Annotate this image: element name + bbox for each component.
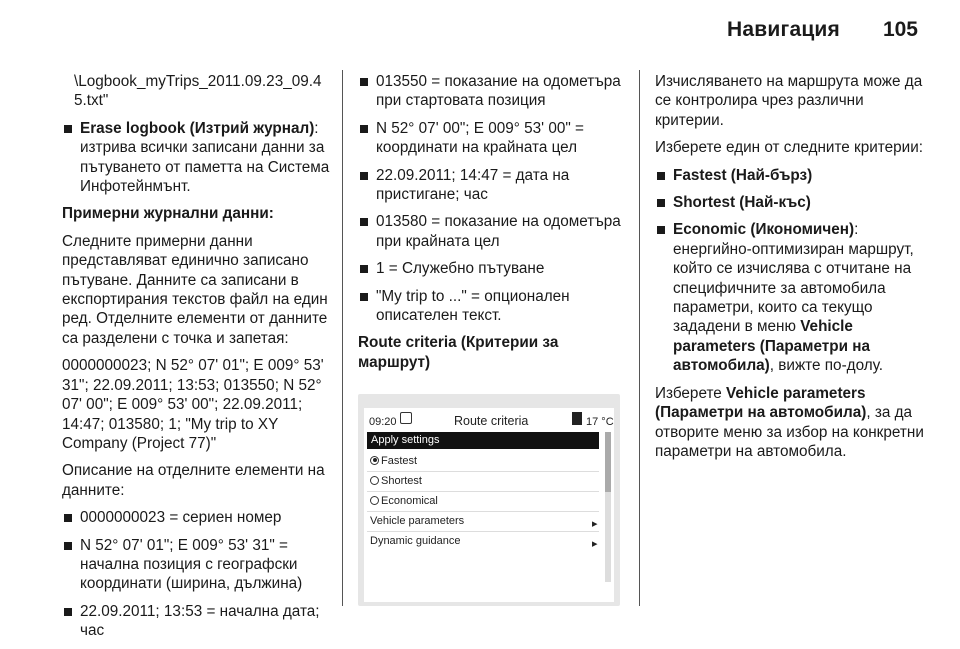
list-item (62, 602, 334, 641)
list-item-text: 013580 = показание на одометъра при крайната цел (376, 213, 621, 250)
bullet-icon (64, 125, 72, 133)
back-icon (400, 412, 412, 424)
sample-record: 0000000023; N 52° 07' 01"; E 009° 53' 31"; 22.09.2011; 13:53; 013550; N 52° 07' 00"; E 009° 53' 00"; 22.09.2011; 14:47; 013580; 1; "My trip to XY Company (Project 77)" (62, 357, 324, 452)
list-item-text: 0000000023 = сериен номер (80, 509, 282, 527)
bullet-icon (657, 199, 665, 207)
file-path-continuation: \Logbook_myTrips_2011.09.23_09.45.txt" (74, 73, 322, 110)
choose-text: Изберете един от следните критерии: (655, 139, 923, 157)
option-shortest (370, 472, 422, 490)
column-divider (639, 70, 640, 606)
list-item (358, 212, 628, 251)
list-item-text: N 52° 07' 01"; E 009° 53' 31" = начална позиция с географски координати (ширина, дължина) (80, 536, 303, 593)
radio-icon (370, 476, 379, 485)
route-criteria-screenshot (358, 394, 620, 606)
description-list (62, 508, 334, 640)
bullet-icon (360, 172, 368, 180)
page-number: 105 (882, 18, 918, 41)
criteria-list (655, 166, 930, 376)
final-text-end: , за да отворите меню за избор на конкретни параметри на автомобила. (655, 404, 924, 460)
list-item (358, 72, 628, 111)
submenu-arrow-icon: ▸ (592, 538, 598, 551)
bullet-icon (657, 172, 665, 180)
erase-logbook-text: : изтрива всички записани данни за пътуването от паметта на Система Инфотейнмънт. (80, 119, 330, 196)
list-item (358, 259, 628, 278)
page-title: Навигация (727, 18, 840, 41)
column-2 (358, 72, 628, 606)
list-item-text: N 52° 07' 00"; E 009° 53' 00" = координати на крайната цел (376, 119, 584, 157)
bullet-icon (657, 226, 665, 234)
list-item (62, 508, 334, 527)
menu-dynamic-guidance: Dynamic guidance (370, 535, 461, 548)
apply-settings-item: Apply settings (367, 432, 599, 449)
bullet-icon (360, 78, 368, 86)
final-text: Изберете (655, 384, 727, 402)
option-economical (370, 492, 438, 510)
description-heading: Описание на отделните елементи на данните: (62, 462, 325, 499)
bullet-icon (360, 265, 368, 273)
list-item (358, 287, 628, 326)
list-item (655, 166, 930, 185)
bullet-icon (64, 542, 72, 550)
bullet-icon (360, 218, 368, 226)
description-list-cont (358, 72, 628, 325)
radio-icon (370, 496, 379, 505)
examples-heading: Примерни журнални данни: (62, 205, 274, 223)
temperature: 17 °C (586, 416, 614, 429)
vehicle-parameters-ref: Vehicle parameters (Параметри на автомобила) (673, 318, 871, 375)
option-label: Shortest (381, 475, 422, 488)
examples-text: Следните примерни данни представляват единично записано пътуване. Данните са записани в експортирания текстов файл на един ред. Отделните елементи от данните са разделени с точка и запетая: (62, 232, 328, 347)
screen-title: Route criteria (454, 414, 529, 429)
column-1 (62, 72, 334, 649)
criterion-economic-text: : енергийно-оптимизиран маршрут, който се изчислява с отчитане на специфичните за автомобила параметри, които са текущо зададени в меню (673, 221, 914, 336)
list-item-text: 013550 = показание на одометъра при стартовата позиция (376, 73, 621, 110)
criterion-shortest: Shortest (Най-къс) (673, 194, 811, 212)
list-item (62, 119, 334, 197)
column-divider (342, 70, 343, 606)
list-item (358, 166, 628, 205)
option-label: Fastest (381, 455, 418, 468)
radio-selected-icon (370, 456, 379, 465)
menu-vehicle-parameters: Vehicle parameters (370, 515, 465, 528)
criterion-economic: Economic (Икономичен) (673, 221, 855, 239)
erase-list (62, 119, 334, 197)
option-label: Economical (381, 495, 438, 508)
bullet-icon (360, 293, 368, 301)
clock-time: 09:20 (369, 416, 397, 429)
scrollbar (605, 432, 611, 582)
list-item (358, 119, 628, 158)
list-item-text: 22.09.2011; 14:47 = дата на пристигане; час (376, 166, 570, 204)
route-criteria-heading: Route criteria (Критерии за маршрут) (358, 334, 559, 371)
list-item-text: "My trip to ..." = опционален описателен текст. (376, 287, 570, 325)
list-item (655, 193, 930, 212)
list-item (655, 220, 930, 375)
phone-icon (572, 412, 582, 425)
intro-text: Изчисляването на маршрута може да се контролира чрез различни критерии. (655, 73, 923, 129)
erase-logbook-label: Erase logbook (Изтрий журнал) (80, 119, 315, 137)
bullet-icon (64, 608, 72, 616)
scrollbar-thumb (605, 432, 611, 492)
list-item-text: 22.09.2011; 13:53 = начална дата; час (80, 602, 320, 640)
column-3 (655, 72, 930, 469)
page-header (0, 0, 960, 60)
criterion-fastest: Fastest (Най-бърз) (673, 166, 813, 184)
status-bar (364, 408, 614, 430)
list-item (62, 536, 334, 594)
bullet-icon (360, 125, 368, 133)
final-instruction (655, 384, 930, 462)
bullet-icon (64, 514, 72, 522)
screen (364, 408, 614, 602)
vehicle-parameters-ref: Vehicle parameters (Параметри на автомобила) (655, 384, 867, 422)
submenu-arrow-icon: ▸ (592, 518, 598, 531)
criterion-economic-text-end: , вижте по-долу. (769, 357, 884, 375)
option-fastest (370, 452, 417, 470)
list-item-text: 1 = Служебно пътуване (376, 260, 545, 278)
